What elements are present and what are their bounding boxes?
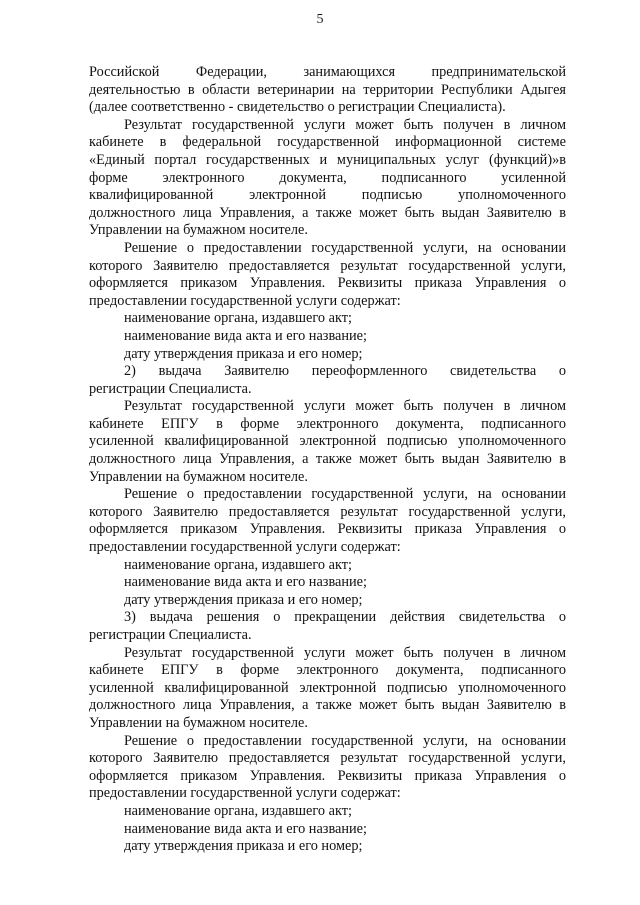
text-line: (далее соответственно - свидетельство о регистрации Специалиста). bbox=[89, 99, 506, 116]
text-line: наименование органа, издавшего акт; bbox=[124, 802, 352, 819]
text-line: усиленной квалифицированной электронной подписью уполномоченного bbox=[89, 433, 566, 450]
text-line: регистрации Специалиста. bbox=[89, 627, 252, 643]
text-line: предоставлении государственной услуги содержат: bbox=[89, 785, 401, 802]
document-body bbox=[89, 64, 566, 856]
text-line: регистрации Специалиста. bbox=[89, 380, 252, 397]
text-line: кабинете ЕПГУ в форме электронного документа, подписанного bbox=[89, 415, 566, 432]
text-line: дату утверждения приказа и его номер; bbox=[124, 838, 363, 855]
text-line: наименование вида акта и его название; bbox=[124, 574, 367, 591]
text-line: Результат государственной услуги может быть получен в личном bbox=[124, 644, 566, 661]
text-line: Результат государственной услуги может быть получен в личном bbox=[124, 116, 566, 133]
text-line: дату утверждения приказа и его номер; bbox=[124, 345, 363, 362]
text-line: кабинете в федеральной государственной информационной системе bbox=[89, 134, 566, 151]
text-line: Управлении на бумажном носителе. bbox=[89, 468, 308, 485]
text-line: наименование органа, издавшего акт; bbox=[124, 556, 352, 573]
text-line: форме электронного документа, подписанного усиленной bbox=[89, 169, 566, 186]
text-line: предоставлении государственной услуги содержат: bbox=[89, 292, 401, 309]
text-line: Решение о предоставлении государственной услуги, на основании bbox=[124, 732, 566, 749]
text-line: Решение о предоставлении государственной услуги, на основании bbox=[124, 486, 566, 503]
text-line: дату утверждения приказа и его номер; bbox=[124, 591, 363, 608]
text-line: наименование вида акта и его название; bbox=[124, 327, 367, 344]
text-line: оформляется приказом Управления. Реквизиты приказа Управления о bbox=[89, 521, 566, 538]
text-line: оформляется приказом Управления. Реквизиты приказа Управления о bbox=[89, 275, 566, 292]
text-line: должностного лица Управления, а также может быть выдан Заявителю в bbox=[89, 451, 566, 468]
text-line: усиленной квалифицированной электронной подписью уполномоченного bbox=[89, 679, 566, 696]
text-line: наименование вида акта и его название; bbox=[124, 820, 367, 837]
text-line: предоставлении государственной услуги содержат: bbox=[89, 539, 401, 556]
text-line: которого Заявителю предоставляется результат государственной услуги, bbox=[89, 750, 566, 767]
text-line: которого Заявителю предоставляется результат государственной услуги, bbox=[89, 257, 566, 274]
text-line: оформляется приказом Управления. Реквизиты приказа Управления о bbox=[89, 767, 566, 784]
text-line: наименование органа, издавшего акт; bbox=[124, 310, 352, 327]
text-line: кабинете ЕПГУ в форме электронного документа, подписанного bbox=[89, 662, 566, 679]
text-line: Решение о предоставлении государственной услуги, на основании bbox=[124, 239, 566, 256]
text-line: Управлении на бумажном носителе. bbox=[89, 222, 308, 239]
text-line: Результат государственной услуги может быть получен в личном bbox=[124, 398, 566, 415]
text-line: 2) выдача Заявителю переоформленного свидетельства о bbox=[124, 363, 566, 380]
text-line: должностного лица Управления, а также может быть выдан Заявителю в bbox=[89, 697, 566, 714]
text-line: которого Заявителю предоставляется результат государственной услуги, bbox=[89, 503, 566, 520]
text-line: деятельностью в области ветеринарии на территории Республики Адыгея bbox=[89, 81, 566, 98]
text-line: Управлении на бумажном носителе. bbox=[89, 714, 308, 731]
text-line: 3) выдача решения о прекращении действия свидетельства о bbox=[124, 609, 566, 626]
text-line: квалифицированной электронной подписью уполномоченного bbox=[89, 187, 566, 204]
text-line: «Единый портал государственных и муниципальных услуг (функций)»в bbox=[89, 151, 566, 168]
text-line: Российской Федерации, занимающихся предпринимательской bbox=[89, 64, 566, 80]
page-number: 5 bbox=[316, 12, 324, 27]
text-line: должностного лица Управления, а также может быть выдан Заявителю в bbox=[89, 204, 566, 221]
